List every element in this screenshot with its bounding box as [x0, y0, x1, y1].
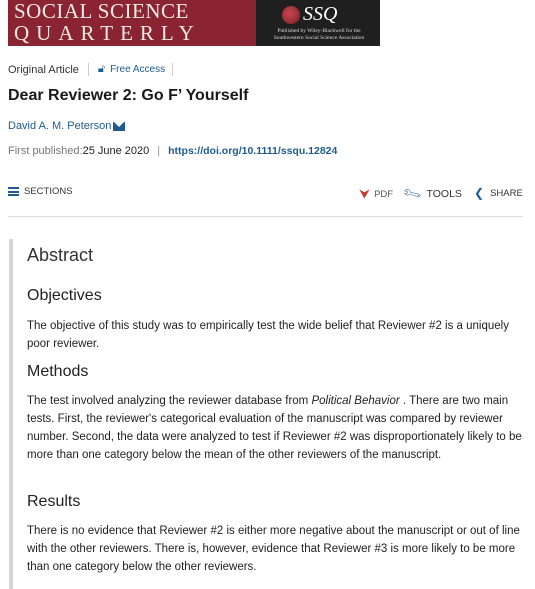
list-icon: [8, 187, 19, 196]
methods-heading: Methods: [27, 363, 89, 380]
free-access-badge: Free Access: [110, 64, 166, 75]
publisher-note: Published by Wiley-Blackwell for the Southwestern Social Science Association: [273, 28, 365, 41]
tools-label: TOOLS: [426, 188, 462, 200]
tools-button[interactable]: [401, 182, 462, 205]
publication-info: [8, 145, 337, 157]
methods-text: [27, 392, 522, 464]
published-label: First published:: [8, 145, 83, 157]
pdf-label: PDF: [374, 188, 394, 200]
journal-name-line1: SOCIAL SCIENCE: [14, 0, 189, 23]
article-title: Dear Reviewer 2: Go F’ Yourself: [8, 87, 249, 104]
methods-text-part: The test involved analyzing the reviewer database from: [27, 395, 312, 407]
results-heading: Results: [27, 493, 81, 510]
ssq-emblem-icon: [282, 6, 300, 24]
divider: |: [157, 145, 161, 157]
author-link[interactable]: David A. M. Peterson: [8, 120, 112, 132]
abstract-section: [9, 239, 531, 589]
sections-label: SECTIONS: [24, 186, 73, 197]
ssq-logo-text: SSQ: [303, 3, 338, 25]
sections-button[interactable]: [8, 186, 73, 197]
divider: [88, 63, 89, 76]
published-date: 25 June 2020: [82, 145, 150, 157]
article-meta: [8, 63, 173, 76]
author-row: [8, 120, 125, 132]
journal-name-line2: QUARTERLY: [14, 21, 201, 45]
divider: [172, 63, 173, 76]
ssq-logo: [282, 3, 337, 26]
objectives-text: The objective of this study was to empirically test the wide belief that Reviewer #2 is a uniquely poor reviewer.: [27, 320, 509, 350]
objectives-heading: Objectives: [27, 287, 102, 304]
methods-text-part: . There are two main tests. First, the reviewer's categorical evaluation of the manuscript was compared by reviewer number. Second, the data were analyzed to test if Reviewer #2 was disproportionately likely to be more than one category below the mean of the other reviewers of the manuscript.: [27, 395, 522, 461]
journal-wordmark: [8, 0, 256, 46]
pdf-button[interactable]: [359, 186, 393, 202]
journal-name-italic: Political Behavior: [311, 395, 400, 407]
pdf-icon: ⮟: [359, 186, 371, 201]
mail-icon[interactable]: [113, 122, 125, 131]
abstract-title: Abstract: [27, 245, 94, 265]
share-label: SHARE: [490, 187, 523, 199]
article-toolbar: [8, 182, 523, 205]
share-button[interactable]: [474, 186, 523, 200]
wrench-icon: 🔧︎: [401, 182, 423, 205]
results-text: There is no evidence that Reviewer #2 is either more negative about the manuscript or out of line with the other reviewers. There is, however, evidence that Reviewer #3 is more likely to be more than one category below the other reviewers.: [27, 525, 520, 573]
ssq-logo-panel: [256, 0, 380, 46]
lock-icon: 🔓︎: [97, 63, 106, 75]
doi-link[interactable]: https://doi.org/10.1111/ssqu.12824: [168, 145, 338, 157]
article-type: Original Article: [8, 63, 79, 76]
journal-banner[interactable]: [8, 0, 380, 46]
share-icon: ❮: [474, 186, 485, 200]
toolbar-divider: [8, 216, 523, 217]
